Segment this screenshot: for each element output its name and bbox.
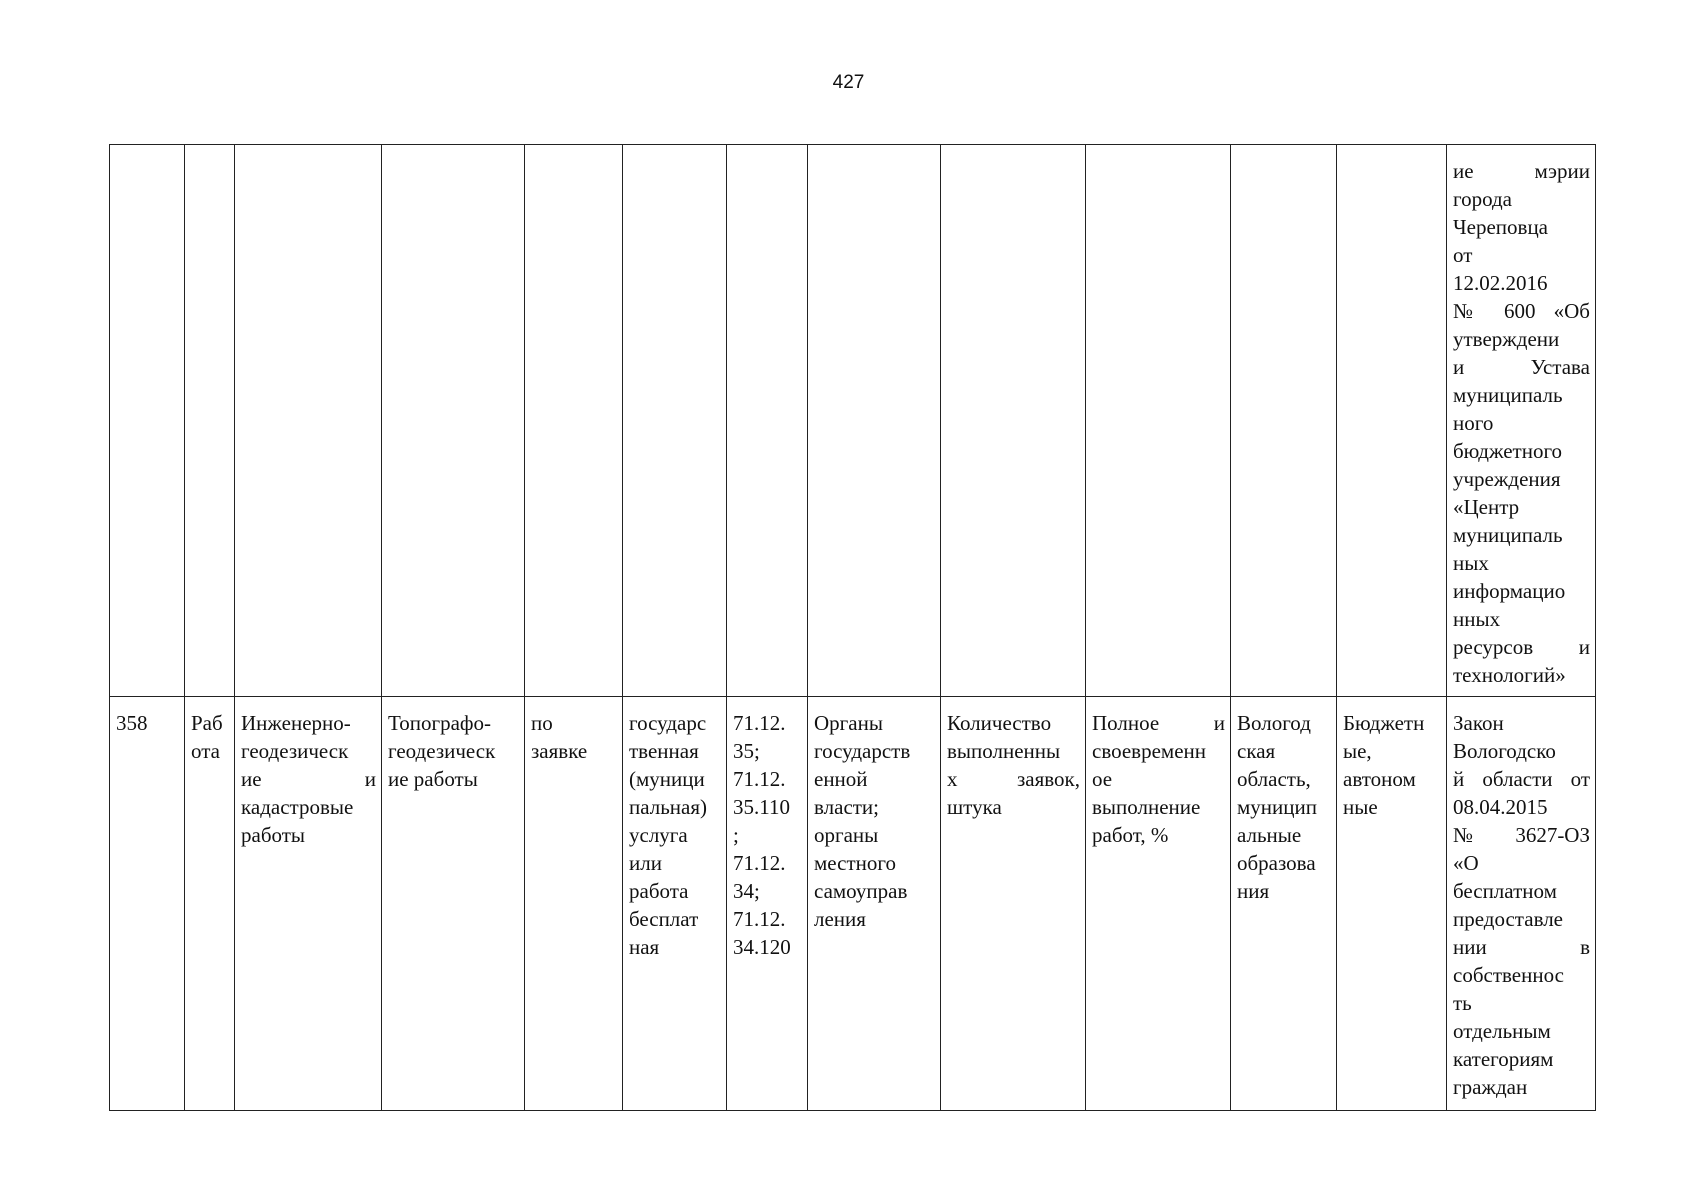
cell-quality-indicator: [1086, 145, 1231, 697]
cell-text-line: х заявок,: [947, 767, 1080, 791]
cell-text-line: 34;: [733, 879, 760, 903]
cell-type: [185, 145, 235, 697]
cell-text-line: и Устава: [1453, 355, 1590, 379]
cell-text-line: твенная: [629, 739, 699, 763]
cell-text-line: 08.04.2015: [1453, 795, 1548, 819]
cell-text-line: ресурсов и: [1453, 635, 1590, 659]
cell-text-line: «Центр: [1453, 495, 1520, 519]
cell-text-line: 71.12.: [733, 851, 786, 875]
cell-text-line: геодезическ: [241, 739, 349, 763]
cell-text-line: технологий»: [1453, 663, 1566, 687]
cell-text-line: Череповца: [1453, 215, 1549, 239]
cell-text-line: государств: [814, 739, 911, 763]
cell-text-line: ного: [1453, 411, 1494, 435]
cell-text-line: государс: [629, 711, 707, 735]
cell-consumers: [808, 697, 941, 1111]
cell-text-line: № 600 «Об: [1453, 299, 1590, 323]
cell-text-line: работ, %: [1092, 823, 1169, 847]
cell-text-line: бюджетного: [1453, 439, 1563, 463]
cell-text-line: 71.12.: [733, 767, 786, 791]
cell-text-line: Закон: [1453, 711, 1504, 735]
cell-text-line: «О: [1453, 851, 1479, 875]
cell-type: [185, 697, 235, 1111]
cell-text-line: Полное и: [1092, 711, 1225, 735]
cell-kind: [623, 145, 727, 697]
cell-text-line: работы: [241, 823, 306, 847]
cell-level: [1231, 697, 1337, 1111]
cell-level: [1231, 145, 1337, 697]
cell-text-line: Количество: [947, 711, 1052, 735]
cell-text-line: ие и: [241, 767, 376, 791]
cell-text-line: геодезическ: [388, 739, 496, 763]
cell-text-line: образова: [1237, 851, 1316, 875]
cell-text-line: бесплат: [629, 907, 699, 931]
table-row: [110, 145, 1596, 697]
cell-text-line: информацио: [1453, 579, 1566, 603]
cell-text-line: выполнение: [1092, 795, 1201, 819]
page-number: 427: [832, 72, 865, 93]
cell-text-line: 34.120: [733, 935, 791, 959]
cell-text-line: Органы: [814, 711, 883, 735]
cell-text-line: Вологод: [1237, 711, 1311, 735]
cell-text-line: ;: [733, 823, 739, 847]
cell-text-line: местного: [814, 851, 896, 875]
cell-institutions: [1337, 697, 1447, 1111]
cell-text-line: своевременн: [1092, 739, 1206, 763]
cell-name: [235, 145, 382, 697]
cell-text-line: граждан: [1453, 1075, 1528, 1099]
cell-text-line: Вологодско: [1453, 739, 1556, 763]
cell-text-line: категориям: [1453, 1047, 1554, 1071]
cell-text-line: органы: [814, 823, 879, 847]
cell-text-line: автоном: [1343, 767, 1416, 791]
cell-text-line: власти;: [814, 795, 880, 819]
cell-text-line: предоставле: [1453, 907, 1564, 931]
cell-quality-indicator: [1086, 697, 1231, 1111]
cell-text-line: ные: [1343, 795, 1378, 819]
cell-text-line: собственнос: [1453, 963, 1564, 987]
cell-content: [382, 145, 525, 697]
registry-table: [109, 144, 1596, 1111]
cell-okved: [727, 145, 808, 697]
cell-text-line: города: [1453, 187, 1512, 211]
cell-okved: [727, 697, 808, 1111]
cell-text-line: 71.12.: [733, 711, 786, 735]
cell-text-line: ие работы: [388, 767, 478, 791]
cell-legal-basis: [1447, 697, 1596, 1111]
cell-condition: [525, 697, 623, 1111]
cell-text-line: учреждения: [1453, 467, 1561, 491]
cell-text-line: ская: [1237, 739, 1276, 763]
cell-text-line: альные: [1237, 823, 1302, 847]
cell-text-line: самоуправ: [814, 879, 908, 903]
cell-content: [382, 697, 525, 1111]
cell-name: [235, 697, 382, 1111]
cell-text-line: 35.110: [733, 795, 790, 819]
cell-text-line: от: [1453, 243, 1473, 267]
cell-text-line: пальная): [629, 795, 708, 819]
cell-text-line: ть: [1453, 991, 1472, 1015]
cell-text-line: муниципаль: [1453, 383, 1563, 407]
cell-text-line: утверждени: [1453, 327, 1560, 351]
cell-text-line: нии в: [1453, 935, 1590, 959]
table-row: [110, 697, 1596, 1111]
cell-text-line: Инженерно-: [241, 711, 351, 735]
cell-legal-basis: [1447, 145, 1596, 697]
cell-text-line: Бюджетн: [1343, 711, 1425, 735]
cell-text-line: нных: [1453, 607, 1501, 631]
cell-text-line: № 3627-ОЗ: [1453, 823, 1590, 847]
cell-volume-indicator: [941, 145, 1086, 697]
cell-text-line: енной: [814, 767, 868, 791]
cell-text-line: (муници: [629, 767, 705, 791]
cell-text-line: услуга: [629, 823, 688, 847]
cell-text-line: ое: [1092, 767, 1113, 791]
cell-text-line: кадастровые: [241, 795, 354, 819]
cell-text-line: заявке: [531, 739, 588, 763]
cell-text-line: область,: [1237, 767, 1311, 791]
cell-text-line: Топографо-: [388, 711, 492, 735]
cell-text-line: ния: [1237, 879, 1270, 903]
cell-text-line: 12.02.2016: [1453, 271, 1548, 295]
cell-text-line: ота: [191, 739, 220, 763]
cell-text-line: ная: [629, 935, 660, 959]
cell-text-line: й области от: [1453, 767, 1590, 791]
cell-volume-indicator: [941, 697, 1086, 1111]
cell-consumers: [808, 145, 941, 697]
cell-condition: [525, 145, 623, 697]
cell-text-line: отдельным: [1453, 1019, 1551, 1043]
cell-text-line: ных: [1453, 551, 1489, 575]
cell-text-line: ления: [814, 907, 866, 931]
cell-number: [110, 145, 185, 697]
cell-kind: [623, 697, 727, 1111]
cell-institutions: [1337, 145, 1447, 697]
cell-text-line: ие мэрии: [1453, 159, 1590, 183]
cell-text-line: 71.12.: [733, 907, 786, 931]
cell-text-line: выполненны: [947, 739, 1061, 763]
cell-text-line: бесплатном: [1453, 879, 1557, 903]
cell-text-line: 35;: [733, 739, 760, 763]
cell-text-line: или: [629, 851, 662, 875]
cell-text-line: штука: [947, 795, 1002, 819]
cell-number: 358: [110, 697, 185, 1111]
cell-text-line: работа: [629, 879, 689, 903]
cell-text-line: Раб: [191, 711, 223, 735]
cell-text-line: ые,: [1343, 739, 1372, 763]
cell-text-line: муницип: [1237, 795, 1317, 819]
cell-text-line: по: [531, 711, 553, 735]
cell-text-line: муниципаль: [1453, 523, 1563, 547]
